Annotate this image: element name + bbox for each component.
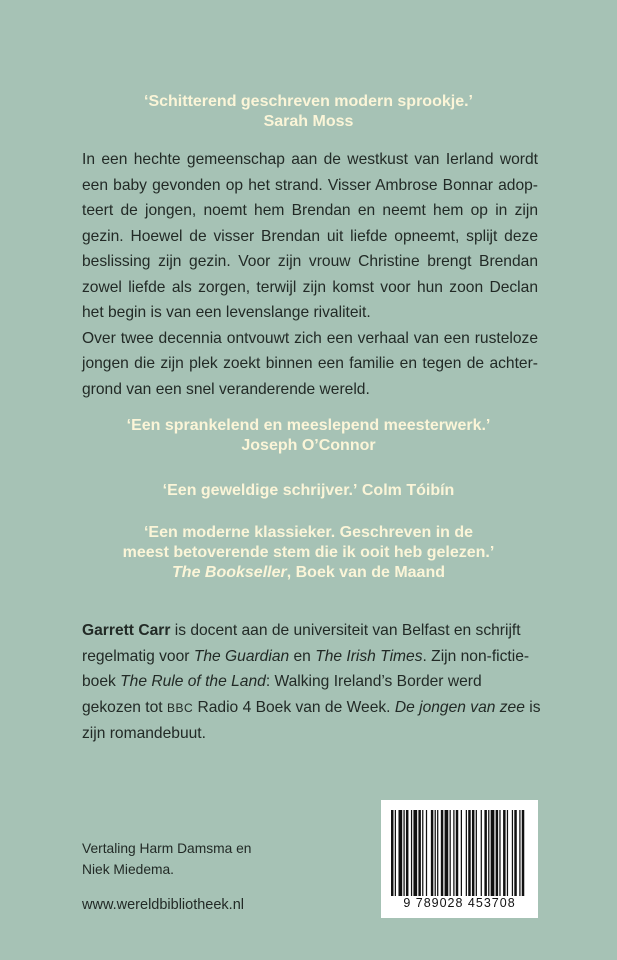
barcode-bar bbox=[445, 810, 449, 896]
barcode-bar bbox=[456, 810, 458, 896]
bio-italic-rule-of-land: The Rule of the Land bbox=[120, 673, 266, 690]
translation-credit-line-1: Vertaling Harm Damsma en bbox=[82, 841, 252, 856]
barcode-bar bbox=[403, 810, 404, 896]
publisher-url: www.wereldbibliotheek.nl bbox=[82, 897, 244, 913]
author-name: Garrett Carr bbox=[82, 622, 171, 639]
barcode-bar bbox=[514, 810, 516, 896]
barcode-bar bbox=[484, 810, 486, 896]
bio-bbc: BBC bbox=[166, 700, 194, 715]
barcode-bar bbox=[411, 810, 412, 896]
barcode-bar bbox=[418, 810, 420, 896]
barcode-bar bbox=[472, 810, 474, 896]
barcode-bar bbox=[422, 810, 423, 896]
barcode-bar bbox=[426, 810, 427, 896]
barcode-bar bbox=[450, 810, 451, 896]
barcode-bar bbox=[461, 810, 462, 896]
quote-2 bbox=[0, 416, 617, 456]
barcode-bar bbox=[466, 810, 467, 896]
translation-credit-line-2: Niek Miedema. bbox=[82, 862, 175, 877]
barcode-bar bbox=[406, 810, 408, 896]
quote-4-source-rest: , Boek van de Maand bbox=[286, 564, 445, 581]
barcode-bar bbox=[441, 810, 443, 896]
isbn-digits: 9 789028 453708 bbox=[403, 896, 516, 910]
barcode-bar bbox=[395, 810, 396, 896]
barcode-bar bbox=[507, 810, 508, 896]
quote-1-text: ‘Schitterend geschreven modern sprookje.’ bbox=[144, 93, 473, 110]
quote-2-source: Joseph O’Connor bbox=[241, 437, 376, 454]
bio-italic-irish-times: The Irish Times bbox=[315, 647, 423, 665]
barcode-bar bbox=[391, 810, 393, 896]
barcode-bar bbox=[491, 810, 495, 896]
bio-text-1: is docent aan de universiteit van Belfast en schrijft regelmatig voor bbox=[82, 622, 521, 665]
barcode-bar bbox=[499, 810, 500, 896]
quote-3-text: ‘Een geweldige schrijver.’ bbox=[162, 482, 358, 499]
translation-credit bbox=[82, 838, 302, 880]
barcode-bar bbox=[519, 810, 520, 896]
bio-text-3: . Zijn non-fictieboek bbox=[82, 647, 530, 690]
quote-4 bbox=[0, 523, 617, 583]
bio-text-4: : Walking Ireland’s Border werd gekozen tot bbox=[82, 673, 482, 716]
isbn-barcode bbox=[381, 800, 538, 918]
quote-2-text: ‘Een sprankelend en meeslepend meesterwerk.’ bbox=[126, 417, 491, 434]
quote-4-line-2: meest betoverende stem die ik ooit heb gelezen.’ bbox=[122, 544, 495, 561]
blurb-paragraph-2: Over twee decennia ontvouwt zich een verhaal van een rusteloze jongen die zijn plek zoekt binnen een familie en tegen de achtergrond van een snel veranderende wereld. bbox=[82, 329, 538, 398]
quote-3 bbox=[0, 481, 617, 501]
quote-1-source: Sarah Moss bbox=[263, 113, 354, 130]
author-bio bbox=[82, 618, 542, 747]
barcode-bar bbox=[488, 810, 489, 896]
bio-italic-guardian: The Guardian bbox=[193, 647, 290, 665]
quote-3-source: Colm Tóibín bbox=[361, 482, 455, 499]
barcode-bar bbox=[437, 810, 438, 896]
barcode-bar bbox=[476, 810, 477, 896]
bio-italic-book-title: De jongen van zee bbox=[394, 698, 525, 716]
quote-1 bbox=[0, 92, 617, 132]
barcode-bar bbox=[522, 810, 524, 896]
barcode-bar bbox=[503, 810, 505, 896]
barcode-bar bbox=[468, 810, 470, 896]
barcode-bar bbox=[431, 810, 433, 896]
blurb-paragraph-1: In een hechte gemeenschap aan de westkust van Ierland wordt een baby gevonden op het strand. Visser Ambrose Bonnar adopteert de jongen, noemt hem Brendan en neemt hem op in zijn gezin. Hoewel de visser Brendan uit liefde opneemt, splijt deze beslissing zijn gezin. Voor zijn vrouw Christine brengt Brendan zowel liefde als zorgen, terwijl zijn komst voor hun zoon Declan het begin is van een levenslange rivaliteit. bbox=[82, 151, 538, 321]
bio-text-6: is zijn romandebuut. bbox=[82, 698, 541, 742]
barcode-bar bbox=[453, 810, 454, 896]
blurb bbox=[82, 147, 538, 402]
barcode-bar bbox=[413, 810, 417, 896]
barcode-bar bbox=[435, 810, 436, 896]
barcode-bar bbox=[512, 810, 513, 896]
barcode-bar bbox=[398, 810, 402, 896]
barcode-bar bbox=[496, 810, 498, 896]
quote-4-line-1: ‘Een moderne klassieker. Geschreven in de bbox=[143, 524, 474, 541]
bio-text-2: en bbox=[289, 647, 316, 665]
quote-4-source bbox=[0, 563, 617, 583]
barcode-bar bbox=[481, 810, 482, 896]
quote-4-source-publication: The Bookseller bbox=[172, 564, 287, 581]
barcode-bars bbox=[391, 810, 528, 896]
bio-text-5: Radio 4 Boek van de Week. bbox=[193, 698, 395, 716]
